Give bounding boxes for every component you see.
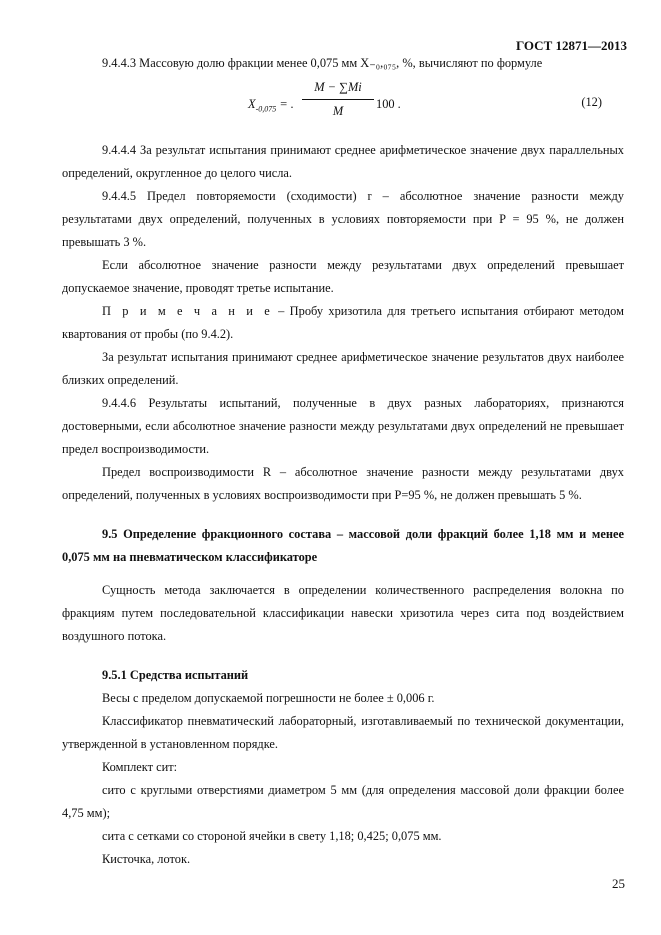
formula-multiplier: 100 .	[376, 97, 401, 111]
note-paragraph	[62, 300, 624, 346]
formula-lhs: $X_{-0,075}$ = .	[248, 97, 294, 114]
paragraph-classifier: Классификатор пневматический лабораторный, изготавливаемый по технической документации, утвержденной в установленном порядке.	[62, 714, 624, 751]
page-number: 25	[612, 876, 625, 891]
paragraph-sieve-set: Комплект сит:	[102, 760, 178, 774]
paragraph-result: За результат испытания принимают среднее арифметическое значение результатов двух наиболее близких определений.	[62, 350, 624, 387]
paragraph-third-test: Если абсолютное значение разности между результатами двух определений превышает допускаемое значение, проводят третье испытание.	[62, 258, 624, 295]
formula-denominator: M	[332, 104, 344, 118]
paragraph-scales: Весы с пределом допускаемой погрешности не более ± 0,006 г.	[102, 691, 435, 705]
formula-fraction	[302, 75, 374, 122]
paragraph-method-essence: Сущность метода заключается в определении количественного распределения волокна по фракциям путем последовательной классификации навески хризотила через сита под воздействием воздушного потока.	[62, 583, 624, 643]
note-text: – Пробу хризотила для третьего испытания отбирают методом квартования от пробы (по 9.4.2).	[62, 304, 624, 341]
document-code: ГОСТ 12871—2013	[515, 38, 627, 53]
section-heading-9-5: 9.5 Определение фракционного состава – массовой доли фракций более 1,18 мм и менее 0,075 мм на пневматическом классификаторе	[62, 527, 624, 564]
paragraph-brush-tray: Кисточка, лоток.	[102, 852, 191, 866]
formula-12	[62, 75, 624, 129]
section-heading-9-5-1: 9.5.1 Средства испытаний	[102, 668, 249, 682]
formula-number: (12)	[581, 95, 602, 109]
paragraph-9-4-4-3: 9.4.4.3 Массовую долю фракции менее 0,075 мм X₋₀,₀₇₅, %, вычисляют по формуле	[102, 56, 543, 70]
paragraph-sieve-mesh: сита с сетками со стороной ячейки в свету 1,18; 0,425; 0,075 мм.	[102, 829, 442, 843]
paragraph-9-4-4-5: 9.4.4.5 Предел повторяемости (сходимости) r – абсолютное значение разности между результатами двух определений, полученных в условиях повторяемости при P = 95 %, не должен превышать 3 %.	[62, 189, 624, 249]
note-label: П р и м е ч а н и е	[102, 304, 273, 318]
formula-numerator: M − ∑Mi	[302, 75, 374, 100]
paragraph-9-4-4-4: 9.4.4.4 За результат испытания принимают среднее арифметическое значение двух параллельных определений, округленное до целого числа.	[62, 143, 624, 180]
paragraph-9-4-4-6: 9.4.4.6 Результаты испытаний, полученные в двух разных лабораториях, признаются достоверными, если абсолютное значение разности между результатами двух определений не превышает предел воспроизводимости.	[62, 396, 624, 456]
page-content	[62, 52, 624, 871]
paragraph-sieve-round: сито с круглыми отверстиями диаметром 5 мм (для определения массовой доли фракции более 4,75 мм);	[62, 783, 624, 820]
paragraph-reproducibility: Предел воспроизводимости R – абсолютное значение разности между результатами двух определений, полученных в условиях воспроизводимости при P=95 %, не должен превышать 5 %.	[62, 465, 624, 502]
